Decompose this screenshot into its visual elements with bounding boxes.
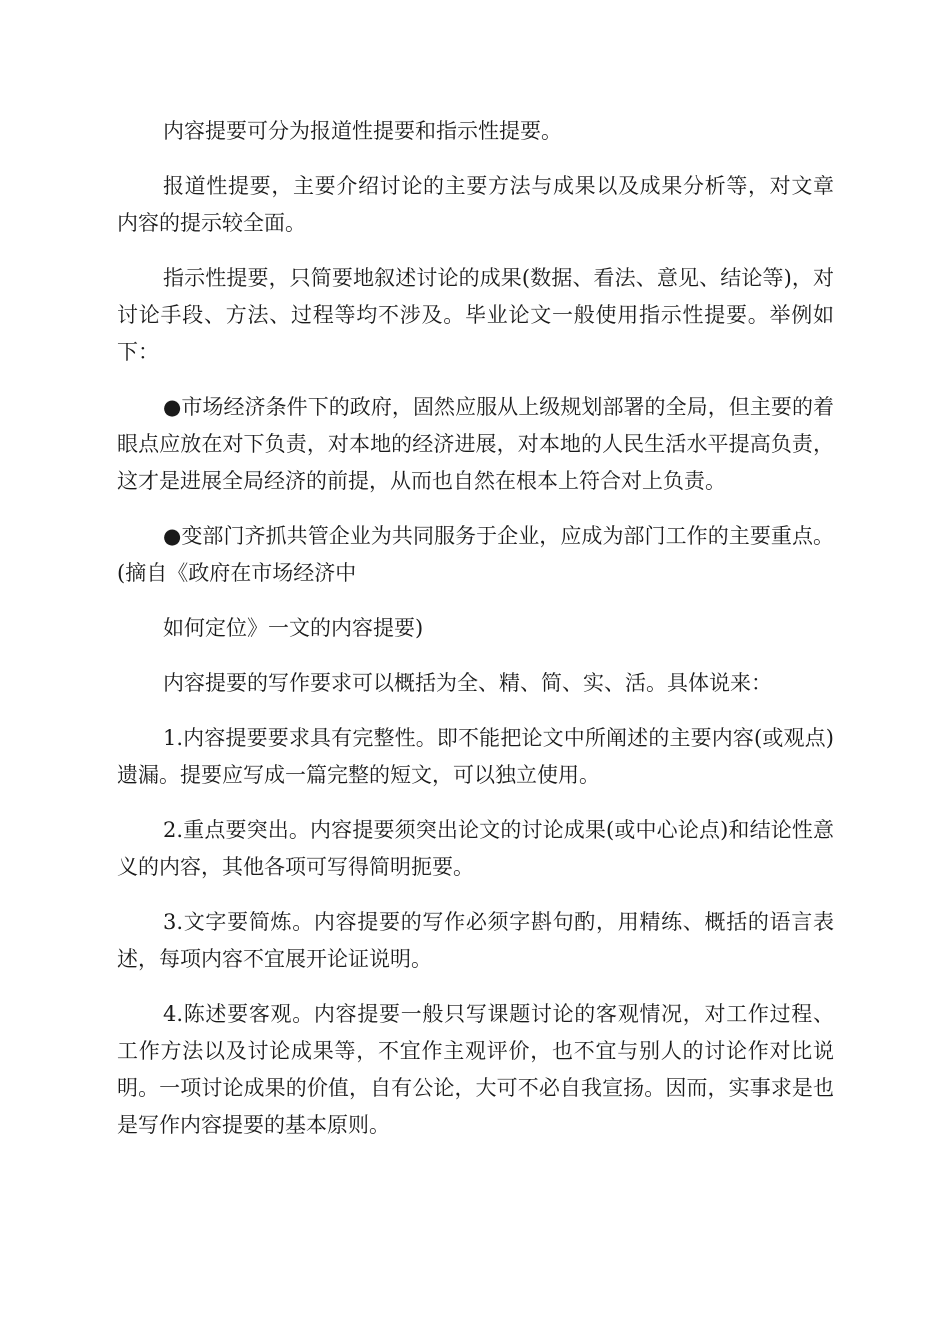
paragraph-3: 指示性提要，只简要地叙述讨论的成果(数据、看法、意见、结论等)，对讨论手段、方法、过程等均不涉及。毕业论文一般使用指示性提要。举例如下： (117, 266, 834, 364)
bullet-paragraph-1: ●市场经济条件下的政府，固然应服从上级规划部署的全局，但主要的着眼点应放在对下负责，对本地的经济进展，对本地的人民生活水平提高负责，这才是进展全局经济的前提，从而也自然在根本上符合对上负责。 (117, 395, 834, 493)
paragraph-continuation: 如何定位》一文的内容提要) (163, 616, 424, 640)
document-body (117, 113, 834, 1162)
requirement-item-4: 4.陈述要客观。内容提要一般只写课题讨论的客观情况，对工作过程、工作方法以及讨论成果等，不宜作主观评价，也不宜与别人的讨论作对比说明。一项讨论成果的价值，自有公论，大可不必自我宣扬。因而，实事求是也是写作内容提要的基本原则。 (117, 1002, 834, 1137)
requirement-item-3: 3.文字要简炼。内容提要的写作必须字斟句酌，用精练、概括的语言表述，每项内容不宜展开论证说明。 (117, 910, 834, 971)
paragraph-4: 内容提要的写作要求可以概括为全、精、简、实、活。具体说来： (163, 671, 772, 695)
paragraph-1: 内容提要可分为报道性提要和指示性提要。 (163, 119, 562, 143)
requirement-item-1: 1.内容提要要求具有完整性。即不能把论文中所阐述的主要内容(或观点)遗漏。提要应写成一篇完整的短文，可以独立使用。 (117, 726, 834, 787)
paragraph-2: 报道性提要，主要介绍讨论的主要方法与成果以及成果分析等，对文章内容的提示较全面。 (117, 174, 834, 235)
bullet-paragraph-2: ●变部门齐抓共管企业为共同服务于企业，应成为部门工作的主要重点。(摘自《政府在市场经济中 (117, 524, 834, 585)
requirement-item-2: 2.重点要突出。内容提要须突出论文的讨论成果(或中心论点)和结论性意义的内容，其他各项可写得简明扼要。 (117, 818, 834, 879)
